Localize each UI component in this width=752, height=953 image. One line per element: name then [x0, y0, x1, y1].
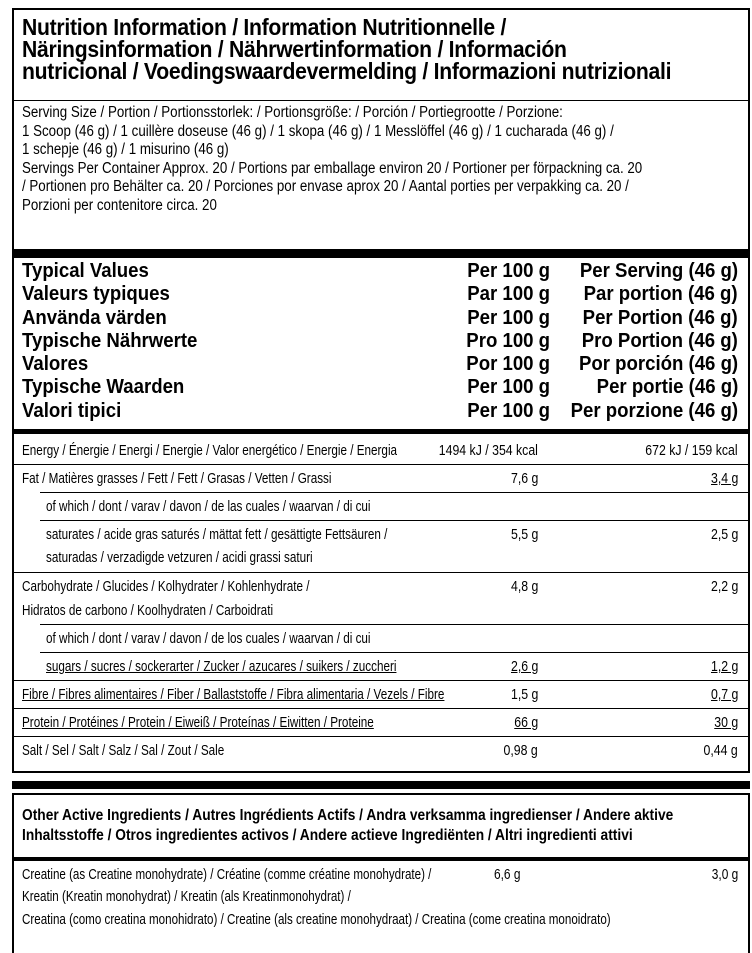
section-separator	[12, 781, 750, 789]
divider-thick	[14, 249, 748, 258]
header-per100: Per 100 g	[467, 399, 550, 422]
header-perserving: Per Serving (46 g)	[579, 260, 738, 282]
nutrient-label: Fibre / Fibres alimentaires / Fiber / Ballaststoffe / Fibra alimentaria / Vezels / Fibre	[22, 686, 445, 703]
nutrient-label: Protein / Protéines / Protein / Eiweiß / Proteínas / Eiwitten / Proteine	[22, 714, 374, 731]
serving-info	[22, 104, 752, 215]
header-perserving: Per portie (46 g)	[596, 376, 738, 399]
nutrient-perserving: 2,2 g	[710, 578, 738, 595]
row-divider	[14, 736, 748, 737]
header-per100: Per 100 g	[467, 306, 550, 329]
header-perserving: Pro Portion (46 g)	[581, 329, 738, 352]
nutrient-label: saturadas / verzadigde vetzuren / acidi grassi saturi	[46, 549, 313, 566]
header-label: Typische Waarden	[22, 376, 185, 399]
nutrient-label: saturates / acide gras saturés / mättat fett / gesättigte Fettsäuren /	[46, 526, 388, 543]
nutrient-per100: 0,98 g	[503, 742, 538, 759]
row-divider	[40, 624, 748, 625]
nutrient-per100: 2,6 g	[510, 658, 538, 675]
nutrient-label: Hidratos de carbono / Koolhydraten / Carboidrati	[22, 602, 274, 619]
title-line: Nutrition Information / Information Nutritionnelle /	[22, 14, 507, 40]
row-divider	[40, 492, 748, 493]
nutrient-row-carbohydrate	[14, 574, 748, 599]
nutrition-panel	[12, 8, 750, 773]
nutrient-per100: 66 g	[514, 714, 538, 731]
title-line: nutricional / Voedingswaardevermelding / Informazioni nutrizionali	[22, 58, 672, 84]
row-divider	[14, 572, 748, 573]
header-perserving: Per Portion (46 g)	[582, 306, 738, 329]
header-per100: Pro 100 g	[466, 329, 550, 352]
nutrient-label: sugars / sucres / sockerarter / Zucker / azucares / suikers / zuccheri	[46, 658, 397, 675]
row-divider	[40, 652, 748, 653]
creatine-per100: 6,6 g	[494, 867, 521, 883]
divider-medium	[14, 429, 748, 434]
nutrient-perserving: 0,44 g	[703, 742, 738, 759]
title-line: Näringsinformation / Nährwertinformation / Información	[22, 36, 567, 62]
other-ingredients-panel	[12, 793, 750, 953]
header-perserving: Par portion (46 g)	[584, 283, 738, 306]
nutrient-perserving: 3,4 g	[710, 470, 738, 487]
nutrient-per100: 5,5 g	[510, 526, 538, 543]
nutrient-perserving: 30 g	[714, 714, 738, 731]
row-divider	[14, 464, 748, 465]
nutrient-perserving: 1,2 g	[710, 658, 738, 675]
nutrient-label: Carbohydrate / Glucides / Kolhydrater / Kohlenhydrate /	[22, 578, 310, 595]
typical-values-header	[22, 260, 738, 423]
nutrient-row-carbohydrate-cont	[14, 598, 748, 623]
header-row	[22, 353, 738, 376]
header-row	[22, 400, 738, 423]
header-label: Typische Nährwerte	[22, 329, 198, 352]
header-per100: Per 100 g	[467, 260, 550, 282]
header-row	[22, 283, 738, 306]
nutrient-row-protein	[14, 710, 748, 735]
nutrient-row-carb-of-which	[14, 626, 748, 651]
header-perserving: Per porzione (46 g)	[570, 399, 738, 422]
serving-line: Serving Size / Portion / Portionsstorlek: / Portionsgröße: / Porción / Portiegrootte / Porzione:	[22, 104, 563, 121]
row-divider	[40, 520, 748, 521]
other-title-line: Other Active Ingredients / Autres Ingrédients Actifs / Andra verksamma ingredienser / Andere aktive	[22, 807, 674, 824]
header-label: Valores	[22, 353, 89, 376]
nutrient-per100: 4,8 g	[510, 578, 538, 595]
nutrient-row-saturates-cont	[14, 545, 748, 570]
row-divider	[14, 680, 748, 681]
header-per100: Por 100 g	[466, 353, 550, 376]
nutrient-per100: 1494 kJ / 354 kcal	[438, 442, 538, 459]
header-row	[22, 260, 738, 283]
serving-line: 1 Scoop (46 g) / 1 cuillère doseuse (46 g) / 1 skopa (46 g) / 1 Messlöffel (46 g) / 1 cucharada (46 g) /	[22, 122, 614, 140]
nutrient-label: of which / dont / varav / davon / de los cuales / waarvan / di cui	[46, 630, 371, 647]
nutrition-title	[22, 16, 751, 82]
divider-medium	[14, 857, 748, 861]
header-row	[22, 330, 738, 353]
nutrient-row-energy	[14, 438, 748, 463]
serving-line: / Portionen pro Behälter ca. 20 / Porciones por envase aprox 20 / Aantal porties per verpakking ca. 20 /	[22, 178, 629, 195]
nutrient-perserving: 2,5 g	[710, 526, 738, 543]
other-ingredients-title	[22, 806, 752, 846]
creatine-perserving: 3,0 g	[711, 867, 738, 883]
nutrient-row-fat	[14, 466, 748, 491]
header-per100: Per 100 g	[467, 376, 550, 399]
other-title-line: Inhaltsstoffe / Otros ingredientes activos / Andere actieve Ingrediënten / Altri ingredienti attivi	[22, 827, 633, 844]
header-row	[22, 376, 738, 399]
creatine-label: Creatina (como creatina monohidrato) / Creatine (als creatine monohydraat) / Creatina (come creatina monoidrato)	[22, 912, 611, 928]
nutrient-label: Fat / Matières grasses / Fett / Fett / Grasas / Vetten / Grassi	[22, 470, 332, 487]
nutrient-row-salt	[14, 738, 748, 763]
serving-line: 1 schepje (46 g) / 1 misurino (46 g)	[22, 141, 229, 158]
nutrient-row-fat-of-which	[14, 494, 748, 519]
nutrient-per100: 7,6 g	[510, 470, 538, 487]
header-label: Valeurs typiques	[22, 283, 170, 306]
serving-line: Servings Per Container Approx. 20 / Portions par emballage environ 20 / Portioner per förpackning ca. 20	[22, 159, 643, 177]
header-label: Typical Values	[22, 260, 149, 282]
nutrient-label: of which / dont / varav / davon / de las cuales / waarvan / di cui	[46, 498, 371, 515]
creatine-label: Creatine (as Creatine monohydrate) / Créatine (comme créatine monohydrate) /	[22, 867, 432, 883]
nutrient-perserving: 672 kJ / 159 kcal	[645, 442, 738, 459]
header-label: Valori tipici	[22, 399, 122, 422]
nutrient-row-fibre	[14, 682, 748, 707]
nutrient-perserving: 0,7 g	[710, 686, 738, 703]
nutrient-row-saturates	[14, 522, 748, 547]
row-divider	[14, 708, 748, 709]
header-row	[22, 307, 738, 330]
header-perserving: Por porción (46 g)	[578, 353, 738, 376]
nutrient-label: Salt / Sel / Salt / Salz / Sal / Zout / Sale	[22, 742, 225, 759]
nutrient-per100: 1,5 g	[510, 686, 538, 703]
header-per100: Par 100 g	[467, 283, 550, 306]
serving-line: Porzioni per contenitore circa. 20	[22, 196, 217, 214]
nutrient-label: Energy / Énergie / Energi / Energie / Valor energético / Energie / Energia	[22, 442, 398, 459]
header-label: Använda värden	[22, 306, 167, 329]
creatine-label: Kreatin (Kreatin monohydrat) / Kreatin (als Kreatinmonohydrat) /	[22, 889, 351, 905]
nutrient-row-sugars	[14, 654, 748, 679]
